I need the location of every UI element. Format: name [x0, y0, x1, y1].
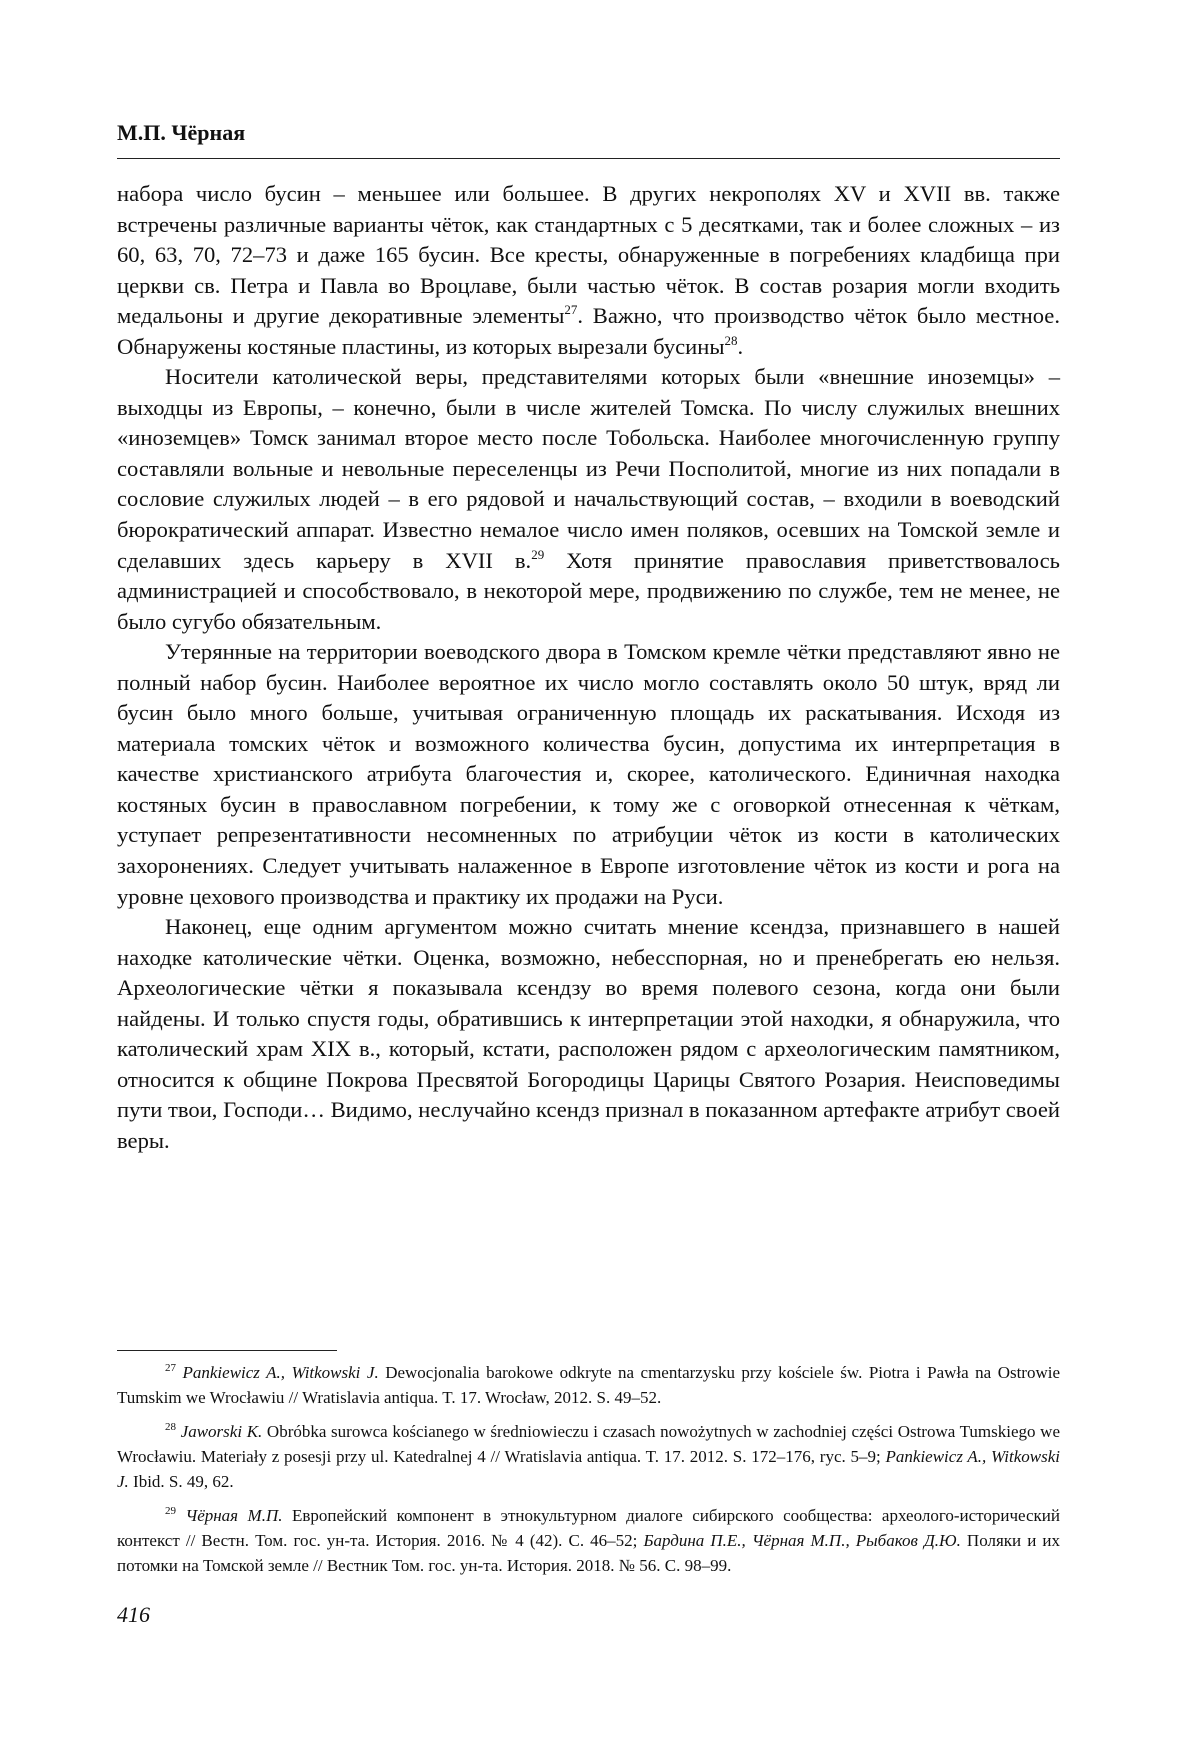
footnote-28	[117, 1419, 1060, 1494]
paragraph-1-text-a: набора число бусин – меньшее или большее. В других некрополях XV и XVII вв. также встречены различные варианты чёток, как стандартных с 5 десятками, так и более сложных – из 60, 63, 70, 72–73 и даже 165 бусин. Все кресты, обнаруженные в погребениях кладбища при церкви св. Петра и Павла во Вроцлаве, были частью чёток. В состав розария могли входить медальоны и другие декоративные элементы	[117, 181, 1060, 329]
footnote-ref-28[interactable]: 28	[724, 332, 738, 348]
header-rule	[117, 158, 1060, 159]
footnote-number: 27	[165, 1362, 176, 1374]
footnote-27	[117, 1360, 1060, 1410]
paragraph-2-text-b: Хотя принятие православия приветствовалось администрацией и способствовало, в некоторой мере, продвижению по службе, тем не менее, не было сугубо обязательным.	[117, 547, 1060, 634]
paragraph-1	[117, 179, 1060, 362]
footnote-separator	[117, 1350, 337, 1351]
main-text	[117, 179, 1060, 1157]
footnote-text: Ibid. S. 49, 62.	[128, 1472, 234, 1491]
paragraph-1-text-c: .	[737, 333, 744, 359]
footnote-number: 28	[165, 1421, 176, 1433]
footnote-29	[117, 1503, 1060, 1578]
footnote-author: Pankiewicz A., Witkowski J.	[117, 1447, 1060, 1491]
paragraph-1-text-b: . Важно, что производство чёток было местное. Обнаружены костяные пластины, из которых вырезали бусины	[117, 303, 1060, 359]
paragraph-2	[117, 362, 1060, 637]
footnote-text: Европейский компонент в этнокультурном диалоге сибирского сообщества: археолого-исторический контекст // Вестн. Том. гос. ун-та. История. 2016. № 4 (42). С. 46–52;	[117, 1506, 1060, 1550]
footnote-author: Чёрная М.П.	[185, 1506, 283, 1525]
footnotes	[117, 1360, 1060, 1587]
footnote-author: Jaworski K.	[180, 1422, 263, 1441]
paragraph-2-text-a: Носители католической веры, представителями которых были «внешние иноземцы» – выходцы из Европы, – конечно, были в числе жителей Томска. По числу служилых внешних «иноземцев» Томск занимал второе место после Тобольска. Наиболее многочисленную группу составляли вольные и невольные переселенцы из Речи Посполитой, многие из них попадали в сословие служилых людей – в его рядовой и начальствующий состав, – входили в воеводский бюрократический аппарат. Известно немалое число имен поляков, осевших на Томской земле и сделавших здесь карьеру в XVII в.	[117, 364, 1060, 573]
running-head: М.П. Чёрная	[117, 120, 246, 145]
footnote-text: Dewocjonalia barokowe odkryte na cmentarzysku przy kościele św. Piotra i Pawła na Ostrowie Tumskim we Wrocławiu // Wratislavia antiqua. T. 17. Wrocław, 2012. S. 49–52.	[117, 1363, 1061, 1407]
page-body	[117, 120, 1060, 1157]
footnote-text: Поляки и их потомки на Томской земле // Вестник Том. гос. ун-та. История. 2018. № 56. С. 98–99.	[117, 1531, 1060, 1575]
paragraph-3: Утерянные на территории воеводского двора в Томском кремле чётки представляют явно не полный набор бусин. Наиболее вероятное их число могло составлять около 50 штук, вряд ли бусин было много больше, учитывая ограниченную площадь их раскатывания. Исходя из материала томских чёток и возможного количества бусин, допустима их интерпретация в качестве христианского атрибута благочестия и, скорее, католического. Единичная находка костяных бусин в православном погребении, к тому же с оговоркой отнесенная к чёткам, уступает репрезентативности несомненных по атрибуции чёток из кости в католических захоронениях. Следует учитывать налаженное в Европе изготовление чёток из кости и рога на уровне цехового производства и практику их продажи на Руси.	[117, 639, 1060, 909]
footnote-author: Pankiewicz A., Witkowski J.	[182, 1363, 379, 1382]
footnote-ref-27[interactable]: 27	[564, 302, 578, 318]
footnote-ref-29[interactable]: 29	[531, 546, 545, 562]
footnote-author: Бардина П.Е., Чёрная М.П., Рыбаков Д.Ю.	[643, 1531, 961, 1550]
footnote-number: 29	[165, 1505, 176, 1517]
paragraph-4: Наконец, еще одним аргументом можно считать мнение ксендза, признавшего в нашей находке католические чётки. Оценка, возможно, небесспорная, но и пренебрегать ею нельзя. Археологические чётки я показывала ксендзу во время полевого сезона, когда они были найдены. И только спустя годы, обратившись к интерпретации этой находки, я обнаружила, что католический храм XIX в., который, кстати, расположен рядом с археологическим памятником, относится к общине Покрова Пресвятой Богородицы Царицы Святого Розария. Неисповедимы пути твои, Господи… Видимо, неслучайно ксендз признал в показанном артефакте атрибут своей веры.	[117, 914, 1060, 1153]
page-number: 416	[117, 1602, 150, 1627]
footnote-text: Obróbka surowca kościanego w średniowieczu i czasach nowożytnych w zachodniej części Ostrowa Tumskiego we Wrocławiu. Materiały z posesji przy ul. Katedralnej 4 // Wratislavia antiqua. T. 17. 2012. S. 172–176, ryc. 5–9;	[117, 1422, 1060, 1466]
